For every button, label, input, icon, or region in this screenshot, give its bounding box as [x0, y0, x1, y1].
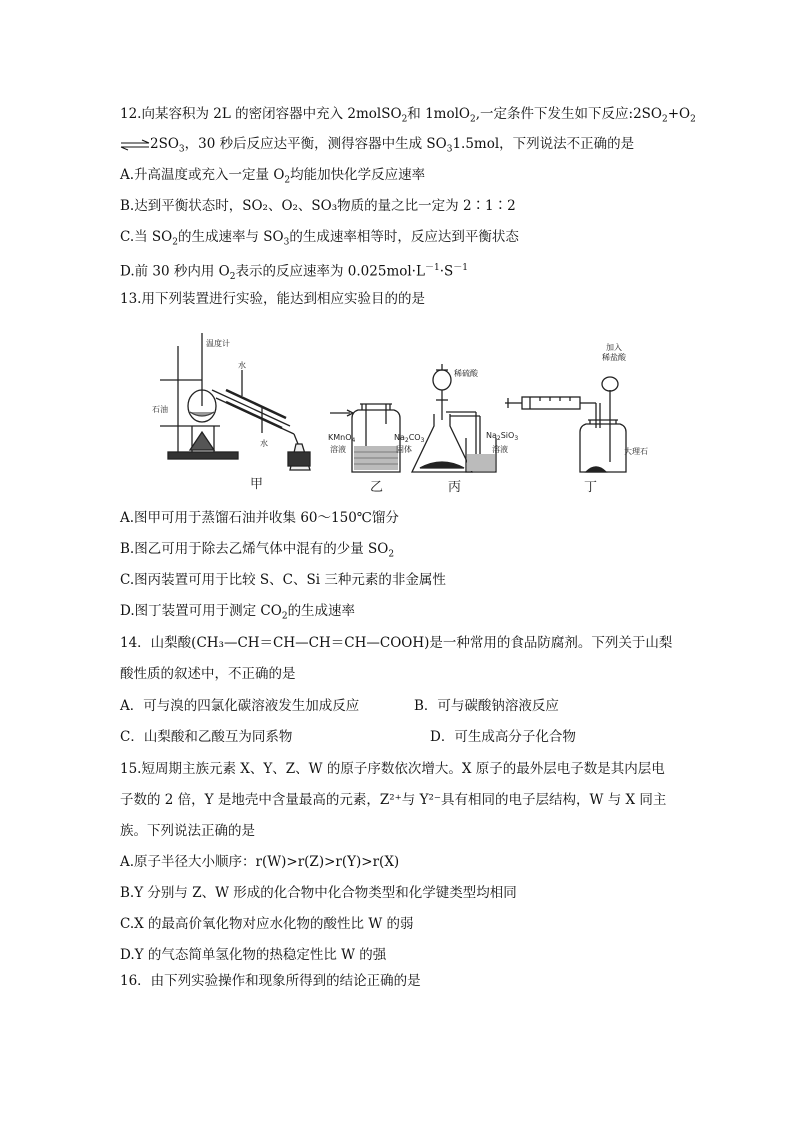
marble-label: 大理石: [624, 447, 648, 456]
distillation-apparatus: [160, 333, 310, 470]
na2co3-label: $Na_2CO_3$: [394, 433, 425, 444]
q12-option-d: D.前 30 秒内用 $O_2$表示的反应速率为 $0.025mol\cdot L^{-1}\cdot S^{-1}$: [120, 263, 468, 283]
syringe-and-bottle: [505, 377, 626, 472]
na2sio3-label: $Na_2SiO_3$: [486, 431, 519, 442]
q14-option-d: D．可生成高分子化合物: [430, 729, 576, 745]
q12-option-b: B.达到平衡状态时，SO₂、O₂、SO₃物质的量之比一定为 2∶1∶2: [120, 198, 516, 214]
q14-option-a: A．可与溴的四氯化碳溶液发生加成反应: [120, 698, 360, 714]
kmno4-solution-label: 溶液: [330, 445, 346, 454]
q12-stem-line1: 12.向某容积为 2L 的密闭容器中充入 2molSO$_2$和 1molO$_2$,一定条件下发生如下反应$:2SO_2+O_2$: [120, 106, 696, 125]
oil-label: 石油: [152, 405, 168, 414]
q15-stem-line2: 子数的 2 倍，Y 是地壳中含量最高的元素，Z²⁺与 Y²⁻具有相同的电子层结构，W 与 X 同主: [120, 792, 667, 808]
q15-option-d: D.Y 的气态简单氢化物的热稳定性比 W 的强: [120, 947, 387, 963]
kmno4-label: KMnO$_4$: [328, 433, 356, 444]
q15-option-c: C.X 的最高价氧化物对应水化物的酸性比 W 的弱: [120, 916, 414, 932]
q12-option-a: A.升高温度或充入一定量 $O_2$均能加快化学反应速率: [120, 167, 426, 186]
q13-option-d: D.图丁装置可用于测定 $CO_2$的生成速率: [120, 603, 356, 622]
q12-stem-line2: $2SO_3$，30 秒后反应达平衡，测得容器中生成 $SO_31.5mol$，下列说法不正确的是: [120, 134, 634, 160]
dilute-h2so4-label: 稀硫酸: [454, 369, 478, 378]
q15-stem-line3: 族。下列说法正确的是: [120, 823, 255, 839]
label-yi: 乙: [370, 480, 384, 495]
apparatus-diagram: [150, 328, 648, 498]
label-ding: 丁: [584, 480, 598, 495]
label-bing: 丙: [448, 480, 462, 495]
na2sio3-solution-label: 溶液: [492, 445, 508, 454]
water-in-label: 水: [260, 439, 268, 448]
flask-and-tube: [412, 364, 496, 472]
q15-option-b: B.Y 分别与 Z、W 形成的化合物中化合物类型和化学键类型均相同: [120, 885, 517, 901]
q15-stem-line1: 15.短周期主族元素 X、Y、Z、W 的原子序数依次增大。X 原子的最外层电子数是其内层电: [120, 761, 665, 777]
q15-option-a: A.原子半径大小顺序：r(W)>r(Z)>r(Y)>r(X): [120, 854, 400, 870]
q16-stem: 16．由下列实验操作和现象所得到的结论正确的是: [120, 973, 421, 989]
equilibrium-arrow-icon: [120, 140, 150, 150]
q12-option-c: C.当 $SO_2$的生成速率与 $SO_3$的生成速率相等时，反应达到平衡状态: [120, 229, 519, 248]
q13-apparatus-figure: [150, 328, 648, 498]
thermometer-label: 温度计: [206, 339, 230, 348]
q13-option-b: B.图乙可用于除去乙烯气体中混有的少量 $SO_2$: [120, 541, 395, 560]
q13-option-c: C.图丙装置可用于比较 S、C、Si 三种元素的非金属性: [120, 572, 446, 588]
add-label: 加入: [606, 343, 622, 352]
dilute-hcl-label: 稀盐酸: [602, 353, 626, 362]
label-jia: 甲: [250, 477, 264, 492]
q14-option-b: B．可与碳酸钠溶液反应: [414, 698, 559, 714]
q14-option-c: C．山梨酸和乙酸互为同系物: [120, 729, 293, 745]
q13-stem: 13.用下列装置进行实验，能达到相应实验目的的是: [120, 291, 425, 307]
water-out-label: 水: [238, 361, 246, 370]
condenser: [212, 370, 294, 434]
q14-stem-line1: 14．山梨酸(CH₃—CH＝CH—CH＝CH—COOH)是一种常用的食品防腐剂。下列关于山梨: [120, 635, 673, 651]
q14-stem-line2: 酸性质的叙述中，不正确的是: [120, 666, 296, 682]
q13-option-a: A.图甲可用于蒸馏石油并收集 60～150℃馏分: [120, 510, 399, 526]
na2co3-solid-label: 固体: [396, 445, 412, 454]
